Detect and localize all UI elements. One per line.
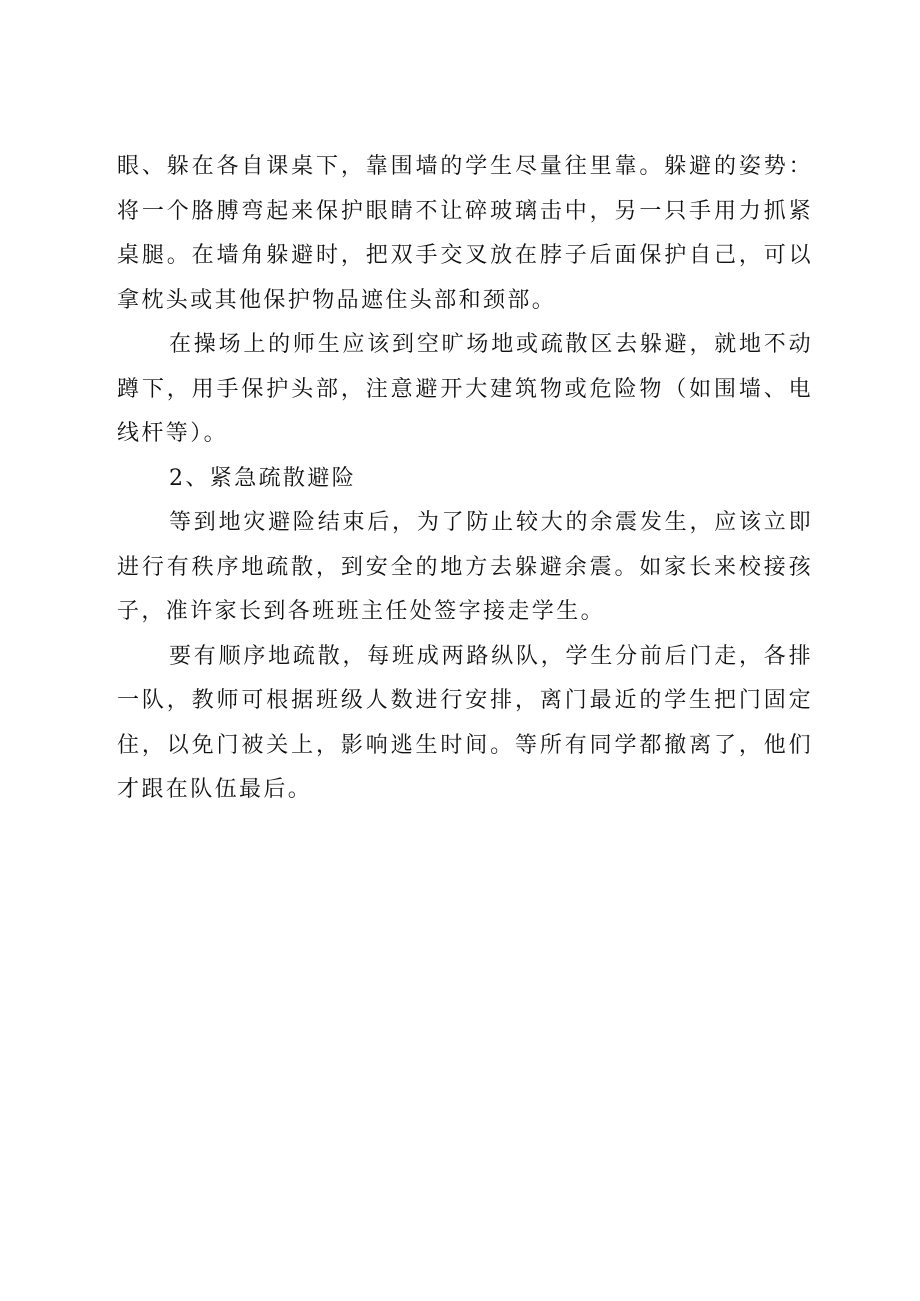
paragraph-evacuation-after: 等到地灾避险结束后，为了防止较大的余震发生，应该立即进行有秩序地疏散，到安全的地方去躲避余震。如家长来校接孩子，准许家长到各班班主任处签字接走学生。 (117, 510, 813, 624)
paragraph-playground: 在操场上的师生应该到空旷场地或疏散区去躲避，就地不动蹲下，用手保护头部，注意避开大建筑物或危险物（如围墙、电线杆等）。 (117, 332, 813, 446)
paragraph-hiding-posture: 眼、躲在各自课桌下，靠围墙的学生尽量往里靠。躲避的姿势：将一个胳膊弯起来保护眼睛不让碎玻璃击中，另一只手用力抓紧桌腿。在墙角躲避时，把双手交叉放在脖子后面保护自己，可以拿枕头或其他保护物品遮住头部和颈部。 (117, 154, 813, 313)
section-heading-evacuation: 2、紧急疏散避险 (169, 465, 357, 491)
paragraph-evacuation-order: 要有顺序地疏散，每班成两路纵队，学生分前后门走，各排一队，教师可根据班级人数进行安排，离门最近的学生把门固定住，以免门被关上，影响逃生时间。等所有同学都撤离了，他们才跟在队伍最后。 (117, 643, 813, 802)
document-body (117, 145, 813, 813)
